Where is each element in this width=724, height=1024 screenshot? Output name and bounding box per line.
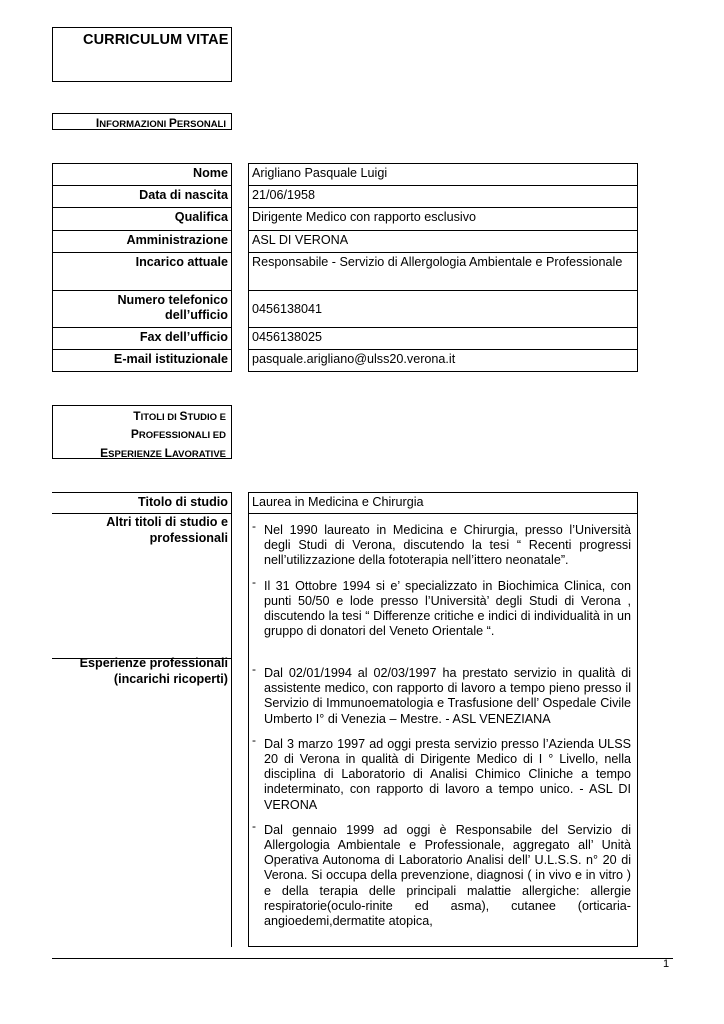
label-numero-telefonico-dell-ufficio: Numero telefonico dell’ufficio (117, 293, 228, 322)
value-data-di-nascita: 21/06/1958 (252, 188, 316, 202)
value-nome: Arigliano Pasquale Luigi (252, 166, 388, 180)
label-amministrazione: Amministrazione (126, 233, 228, 247)
value-titolo-di-studio: Laurea in Medicina e Chirurgia (252, 495, 424, 509)
label-titolo-di-studio: Titolo di studio (137, 495, 228, 509)
value-e-mail-istituzionale: pasquale.arigliano@ulss20.verona.it (252, 352, 456, 366)
value-fax-dell-ufficio: 0456138025 (252, 330, 323, 344)
list-item: - Nel 1990 laureato in Medicina e Chirurgia, presso l’Università degli Studi di Verona, discutendo la tesi “ Recenti progressi nell’utilizzazione della fototerapia nell’ittero neonatale”. (252, 519, 631, 568)
value-qualifica: Dirigente Medico con rapporto esclusivo (252, 210, 477, 224)
list-item: - Dal gennaio 1999 ad oggi è Responsabile del Servizio di Allergologia Ambientale e Professionale, aggregato all’ Unità Operativa Autonoma di Laboratorio Analisi dell’ U.L.S.S. n° 20 di Verona. Si occupa della prevenzione, diagnosi ( in vivo e in vitro ) e della terapia delle principali malattie allergiche: allergie respiratorie(oculo-rinite ed asma), cutanee (orticaria-angioedemi,dermatite atopica, (252, 818, 631, 929)
label-esperienze: Esperienze professionali (incarichi ricoperti) (79, 656, 228, 686)
value-numero-telefonico-dell-ufficio: 0456138041 (252, 302, 323, 316)
list-item: - Dal 3 marzo 1997 ad oggi presta servizio presso l’Azienda ULSS 20 di Verona in qualità di Dirigente Medico di I ° Livello, nella disciplina di Laboratorio di Analisi Chimico Cliniche a tempo indeterminato, con rapporto di lavoro a tempo unico. - ASL DI VERONA (252, 732, 631, 812)
label-fax-dell-ufficio: Fax dell’ufficio (139, 330, 228, 344)
list-item: - Dal 02/01/1994 al 02/03/1997 ha prestato servizio in qualità di assistente medico, con rapporto di lavoro a tempo pieno presso il Servizio di Immunoematologia e Trasfusione dell’ Ospedale Civile Umberto I° di Venezia – Mestre. - ASL VENEZIANA (252, 662, 631, 726)
label-qualifica: Qualifica (174, 210, 228, 224)
label-incarico-attuale: Incarico attuale (135, 255, 228, 269)
list-item: - Il 31 Ottobre 1994 si e’ specializzato in Biochimica Clinica, con punti 50/50 e lode presso l’Università’ degli Studi di Verona , discutendo la tesi “ Differenze critiche e indici di individualità in un gruppo di donatori del Veneto Orientale “. (252, 574, 631, 639)
list-esperienze (248, 662, 637, 929)
section-heading-personal: INFORMAZIONI PERSONALI (52, 113, 232, 130)
page-number: 1 (663, 958, 670, 970)
value-amministrazione: ASL DI VERONA (252, 233, 349, 247)
footer-divider (52, 958, 673, 959)
label-e-mail-istituzionale: E-mail istituzionale (113, 352, 228, 366)
label-nome: Nome (193, 166, 228, 180)
list-altri-titoli (248, 519, 637, 639)
title-box (52, 27, 232, 82)
label-data-di-nascita: Data di nascita (139, 188, 228, 202)
document-title: CURRICULUM VITAE (83, 32, 229, 48)
label-altri-titoli: Altri titoli di studio e professionali (106, 515, 228, 545)
value-incarico-attuale: Responsabile - Servizio di Allergologia Ambientale e Professionale (252, 255, 623, 269)
section-heading-education: TITOLI DI STUDIO E PROFESSIONALI ED ESPERIENZE LAVORATIVE (52, 405, 232, 459)
